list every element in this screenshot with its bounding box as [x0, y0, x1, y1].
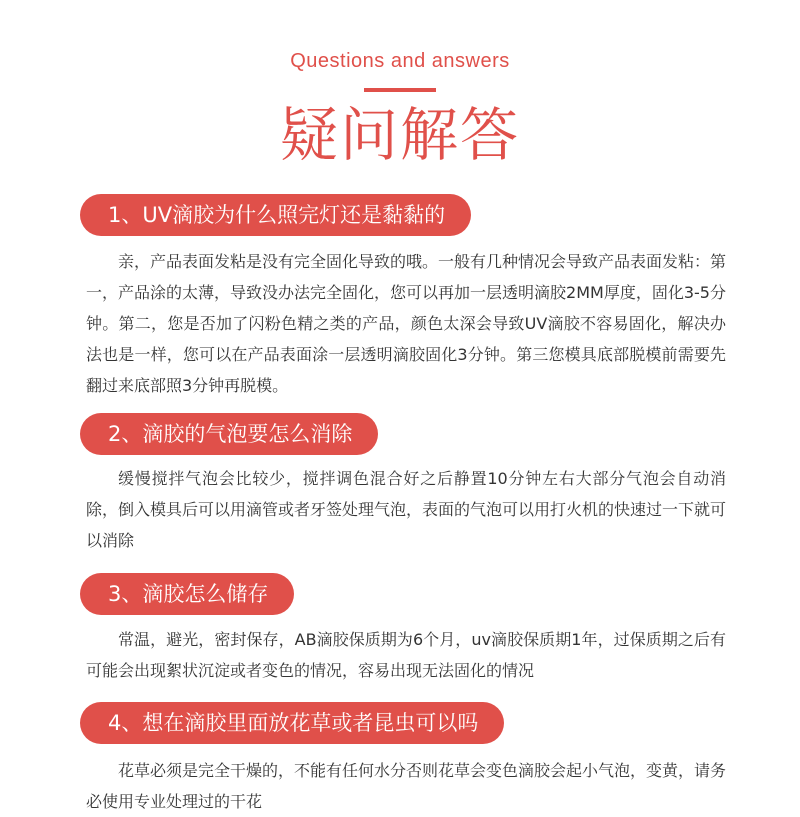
section-1-title: 1、UV滴胶为什么照完灯还是黏黏的	[80, 194, 471, 236]
section-1-body: 亲，产品表面发粘是没有完全固化导致的哦。一般有几种情况会导致产品表面发粘：第一，产品涂的太薄，导致没办法完全固化，您可以再加一层透明滴胶2MM厚度，固化3-5分钟。第二，您是否加了闪粉色精之类的产品，颜色太深会导致UV滴胶不容易固化，解决办法也是一样，您可以在产品表面涂一层透明滴胶固化3分钟。第三您模具底部脱模前需要先翻过来底部照3分钟再脱模。	[86, 252, 727, 395]
section-3-title: 3、滴胶怎么储存	[80, 573, 294, 615]
header-underline-divider	[364, 88, 436, 92]
page-title: 疑问解答	[279, 101, 520, 169]
section-3-body: 常温，避光，密封保存，AB滴胶保质期为6个月，uv滴胶保质期1年，过保质期之后有可能会出现絮状沉淀或者变色的情况，容易出现无法固化的情况	[86, 630, 726, 680]
section-4-body: 花草必须是完全干燥的，不能有任何水分否则花草会变色滴胶会起小气泡，变黄，请务必使用专业处理过的干花	[86, 761, 727, 811]
section-4-title: 4、想在滴胶里面放花草或者昆虫可以吗	[80, 702, 504, 744]
section-2-body: 缓慢搅拌气泡会比较少，搅拌调色混合好之后静置10分钟左右大部分气泡会自动消除，倒入模具后可以用滴管或者牙签处理气泡，表面的气泡可以用打火机的快速过一下就可以消除	[86, 469, 727, 550]
section-2-title: 2、滴胶的气泡要怎么消除	[80, 413, 378, 455]
header-subtitle-en: Questions and answers	[290, 50, 510, 72]
